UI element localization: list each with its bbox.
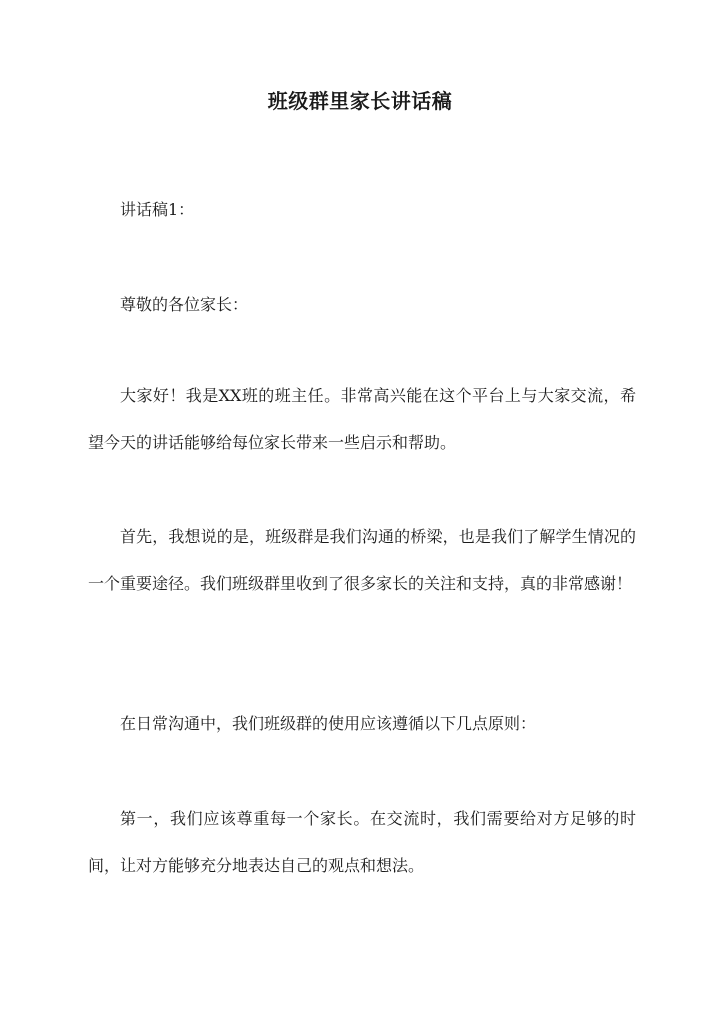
document-title: 班级群里家长讲话稿 xyxy=(267,89,453,113)
paragraph-class-group-bridge: 首先，我想说的是，班级群是我们沟通的桥梁，也是我们了解学生情况的一个重要途径。我们班级群里收到了很多家长的关注和支持，真的非常感谢！ xyxy=(88,527,636,593)
paragraph-salutation: 尊敬的各位家长： xyxy=(120,295,249,314)
paragraph-first-principle: 第一，我们应该尊重每一个家长。在交流时，我们需要给对方足够的时间，让对方能够充分地表达自己的观点和想法。 xyxy=(88,809,636,875)
paragraph-principles-intro: 在日常沟通中，我们班级群的使用应该遵循以下几点原则： xyxy=(120,714,537,733)
paragraph-greeting: 大家好！我是XX班的班主任。非常高兴能在这个平台上与大家交流，希望今天的讲话能够给每位家长带来一些启示和帮助。 xyxy=(88,386,636,452)
paragraph-speech-label: 讲话稿1： xyxy=(120,200,195,219)
